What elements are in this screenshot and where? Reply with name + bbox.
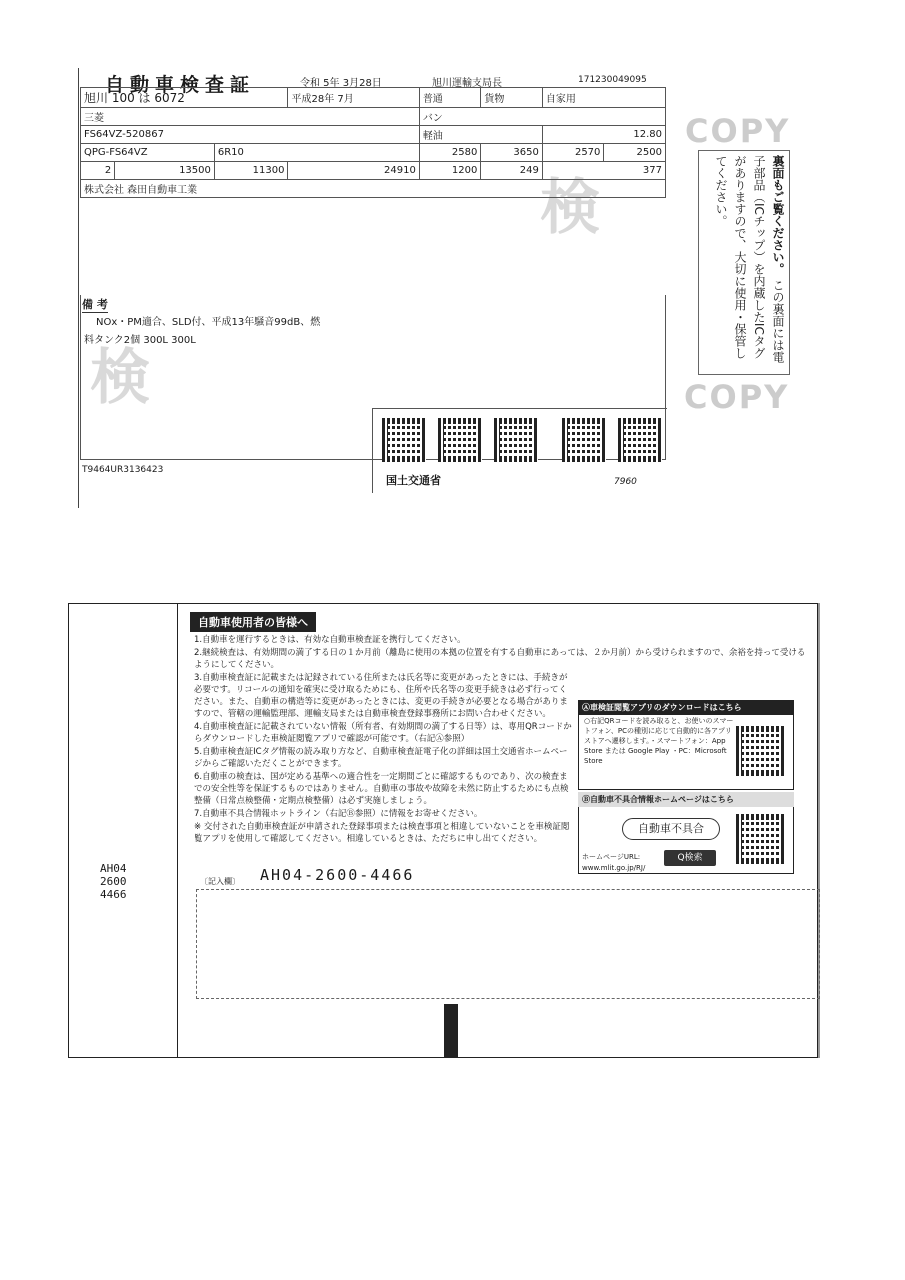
watermark-kanji-2: 検 [540, 173, 600, 243]
watermark-kanji-1: 検 [90, 343, 150, 413]
plate-number: 旭川 100 は 6072 [81, 88, 288, 108]
mileage-ref: 12.80 [542, 126, 665, 144]
band-code [100, 862, 127, 901]
side-note-top: 裏面もご覧ください。 [771, 155, 785, 275]
search-button[interactable]: Q検索 [664, 850, 716, 866]
side-note-text: この裏面には電子部品（ICチップ）を内蔵したICタグがありますので、大切に使用・保管してください。 [714, 155, 785, 363]
gross-weight: 24910 [288, 162, 419, 180]
owner-name: 株式会社 森田自動車工業 [81, 180, 666, 198]
front-axle: 1200 [419, 162, 481, 180]
app-download-text: ○右記QRコードを読み取ると、お使いのスマートフォン、PCの種別に応じて自動的に各アプリストアへ遷移します。・スマートフォン：App Store または Google Play ・PC：Microsoft Store [584, 717, 734, 765]
certificate-title: 自動車検査証 [105, 74, 256, 96]
record-value: AH04-2600-4466 [260, 866, 415, 884]
notice-item-8: ※ 交付された自動車検査証が申請された登録事項または検査事項と相違していないことを車検証閲覧アプリを使用して確認してください。相違しているときは、ただちに申し出てください。 [194, 822, 570, 844]
body-shape: バン [419, 108, 665, 126]
app-download-title: Ⓐ車検証閲覧アプリのダウンロードはこちら [578, 700, 794, 715]
qr-code-1 [382, 418, 426, 462]
certificate-table [80, 87, 666, 198]
qr-code-4 [562, 418, 606, 462]
notice-item-3: 3.自動車検査証に記載または記録されている住所または氏名等に変更があったときには、手続きが必要です。リコールの通知を確実に受け取るためにも、住所や氏名等の変更手続きは必ず行ってください。また、自動車の構造等に変更があったときには、変更の手続きが必要となる場合がありますので、管轄の運輸監理部、運輸支局または自動車検査登録事務所にお問い合わせください。 [194, 673, 568, 719]
max-load: 13500 [115, 162, 215, 180]
private-business: 自家用 [542, 88, 665, 108]
maker: 三菱 [81, 108, 420, 126]
ministry-label: 国土交通省 [386, 474, 441, 487]
defect-chip: 自動車不具合 [622, 818, 720, 840]
axle-a: 249 [481, 162, 543, 180]
frame-number: FS64VZ-520867 [81, 126, 420, 144]
copy-mark-top: COPY [685, 112, 791, 150]
remarks-line-1: NOx・PM適合、SLD付、平成13年騒音99dB、燃 [96, 317, 321, 328]
band-code-2: 2600 [100, 875, 127, 888]
copy-mark-bottom: COPY [684, 378, 790, 416]
notice-item-5: 5.自動車検査証ICタグ情報の読み取り方など、自動車検査証電子化の詳細は国土交通省ホームページからご確認いただくことができます。 [194, 747, 568, 769]
card-left-band [68, 603, 178, 1058]
notice-list [194, 634, 806, 672]
notice-item-2: 2.継続検査は、有効期間の満了する日の１か月前（離島に使用の本拠の位置を有する自動車にあっては、２か月前）から受けられますので、余裕を持って受けるようにしてください。 [194, 648, 806, 670]
notice-list-narrow [194, 672, 574, 846]
serial-code: 7960 [614, 477, 637, 487]
dim-width: 3650 [481, 144, 543, 162]
vehicle-category: 普通 [419, 88, 481, 108]
dim-rear: 2500 [604, 144, 666, 162]
band-code-3: 4466 [100, 888, 127, 901]
vehicle-use: 貨物 [481, 88, 543, 108]
record-box[interactable] [196, 889, 820, 999]
dim-length: 2580 [419, 144, 481, 162]
certificate-number: 171230049095 [578, 75, 647, 85]
card-cut-mark [444, 1004, 458, 1058]
side-note [698, 150, 790, 375]
band-code-1: AH04 [100, 862, 127, 875]
engine-model: 6R10 [214, 144, 419, 162]
dim-height: 2570 [542, 144, 604, 162]
remarks-line-2: 料タンク2個 300L 300L [84, 335, 196, 346]
defect-info-title: Ⓑ自動車不具合情報ホームページはこちら [578, 792, 794, 807]
form-code: T9464UR3136423 [82, 465, 164, 475]
homepage-url[interactable]: www.mlit.go.jp/RJ/ [582, 864, 646, 872]
notice-title: 自動車使用者の皆様へ [190, 612, 316, 632]
qr-code-5 [618, 418, 662, 462]
defect-qr-code[interactable] [736, 814, 786, 864]
qr-code-3 [494, 418, 538, 462]
issue-date: 令和 5年 3月28日 [300, 78, 382, 89]
qr-code-2 [438, 418, 482, 462]
vehicle-weight: 11300 [214, 162, 288, 180]
record-label: 〔記入欄〕 [200, 877, 240, 886]
notice-item-7: 7.自動車不具合情報ホットライン（右記Ⓑ参照）に情報をお寄せください。 [194, 809, 483, 819]
fuel-type: 軽油 [419, 126, 542, 144]
notice-item-4: 4.自動車検査証に記載されていない情報（所有者、有効期間の満了する日等）は、専用QRコードからダウンロードした車検証閲覧アプリで確認が可能です。（右記Ⓐ参照） [194, 722, 572, 744]
notice-item-1: 1.自動車を運行するときは、有効な自動車検査証を携行してください。 [194, 635, 466, 645]
first-registration: 平成28年 7月 [288, 88, 419, 108]
homepage-label: ホームページURL: [582, 853, 641, 861]
app-qr-code[interactable] [736, 726, 786, 776]
model-code: QPG-FS64VZ [81, 144, 215, 162]
issuing-office: 旭川運輸支局長 [432, 78, 502, 89]
notice-item-6: 6.自動車の検査は、国が定める基準への適合性を一定期間ごとに確認するものであり、次の検査までの安全性等を保証するものではありません。自動車の事故や故障を未然に防止するためにも点検整備（日常点検整備・定期点検整備）は必ず実施しましょう。 [194, 772, 569, 806]
seating-capacity: 2 [81, 162, 115, 180]
axle-b: 377 [542, 162, 665, 180]
remarks-heading: 備 考 [82, 298, 108, 311]
